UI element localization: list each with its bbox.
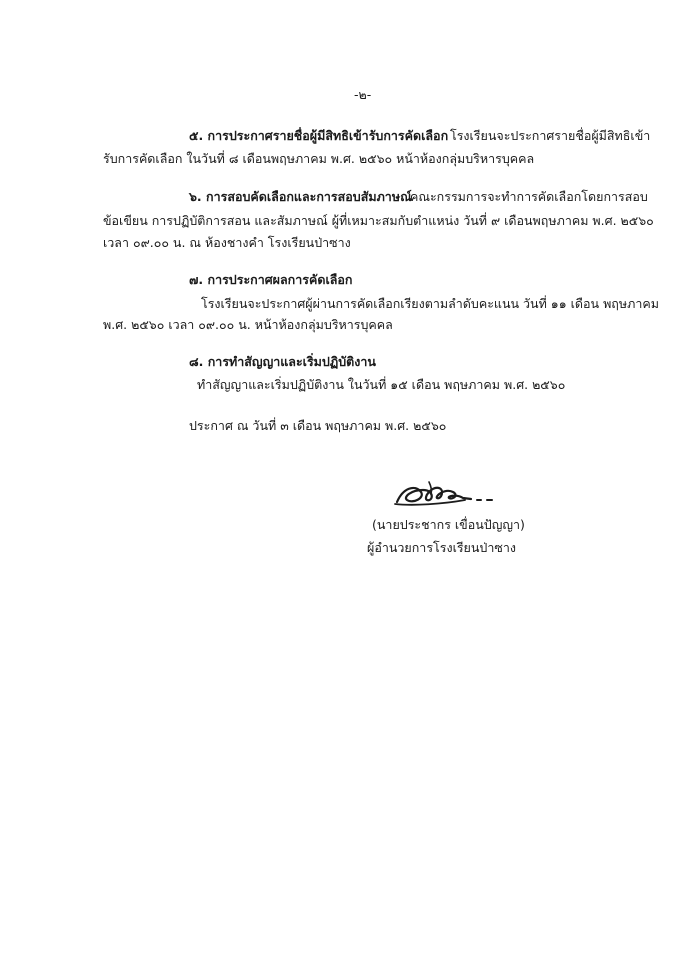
section-8-text-line-1: ทำสัญญาและเริ่มปฏิบัติงาน ในวันที่ ๑๕ เดือน พฤษภาคม พ.ศ. ๒๕๖๐ — [197, 377, 566, 392]
section-7-heading: ๗. การประกาศผลการคัดเลือก — [189, 272, 353, 287]
signer-position: ผู้อำนวยการโรงเรียนป่าซาง — [367, 540, 516, 555]
section-5-text-line-1: โรงเรียนจะประกาศรายชื่อผู้มีสิทธิเข้า — [450, 128, 651, 143]
section-5-heading: ๕. การประกาศรายชื่อผู้มีสิทธิเข้ารับการคัดเลือก — [189, 128, 449, 143]
page-number: -๒- — [354, 87, 372, 102]
section-7-text-line-2: พ.ศ. ๒๕๖๐ เวลา ๐๙.๐๐ น. หน้าห้องกลุ่มบริหารบุคคล — [103, 317, 393, 332]
signature-image — [393, 478, 499, 512]
signer-name: (นายประชากร เขื่อนปัญญา) — [372, 517, 525, 532]
section-6-heading: ๖. การสอบคัดเลือกและการสอบสัมภาษณ์ — [189, 189, 412, 204]
section-6-text-line-1: คณะกรรมการจะทำการคัดเลือกโดยการสอบ — [410, 189, 648, 204]
section-5-text-line-2: รับการคัดเลือก ในวันที่ ๘ เดือนพฤษภาคม พ.ศ. ๒๕๖๐ หน้าห้องกลุ่มบริหารบุคคล — [103, 151, 535, 166]
section-8-heading: ๘. การทำสัญญาและเริ่มปฏิบัติงาน — [189, 354, 376, 369]
section-7-text-line-1: โรงเรียนจะประกาศผู้ผ่านการคัดเลือกเรียงตามลำดับคะแนน วันที่ ๑๑ เดือน พฤษภาคม — [201, 296, 659, 311]
section-6-text-line-3: เวลา ๐๙.๐๐ น. ณ ห้องชางคำ โรงเรียนป่าซาง — [103, 235, 351, 250]
announcement-date: ประกาศ ณ วันที่ ๓ เดือน พฤษภาคม พ.ศ. ๒๕๖๐ — [189, 418, 447, 433]
section-6-text-line-2: ข้อเขียน การปฏิบัติการสอน และสัมภาษณ์ ผู้ที่เหมาะสมกับตำแหน่ง วันที่ ๙ เดือนพฤษภาคม พ.ศ. ๒๕๖๐ — [103, 213, 654, 228]
